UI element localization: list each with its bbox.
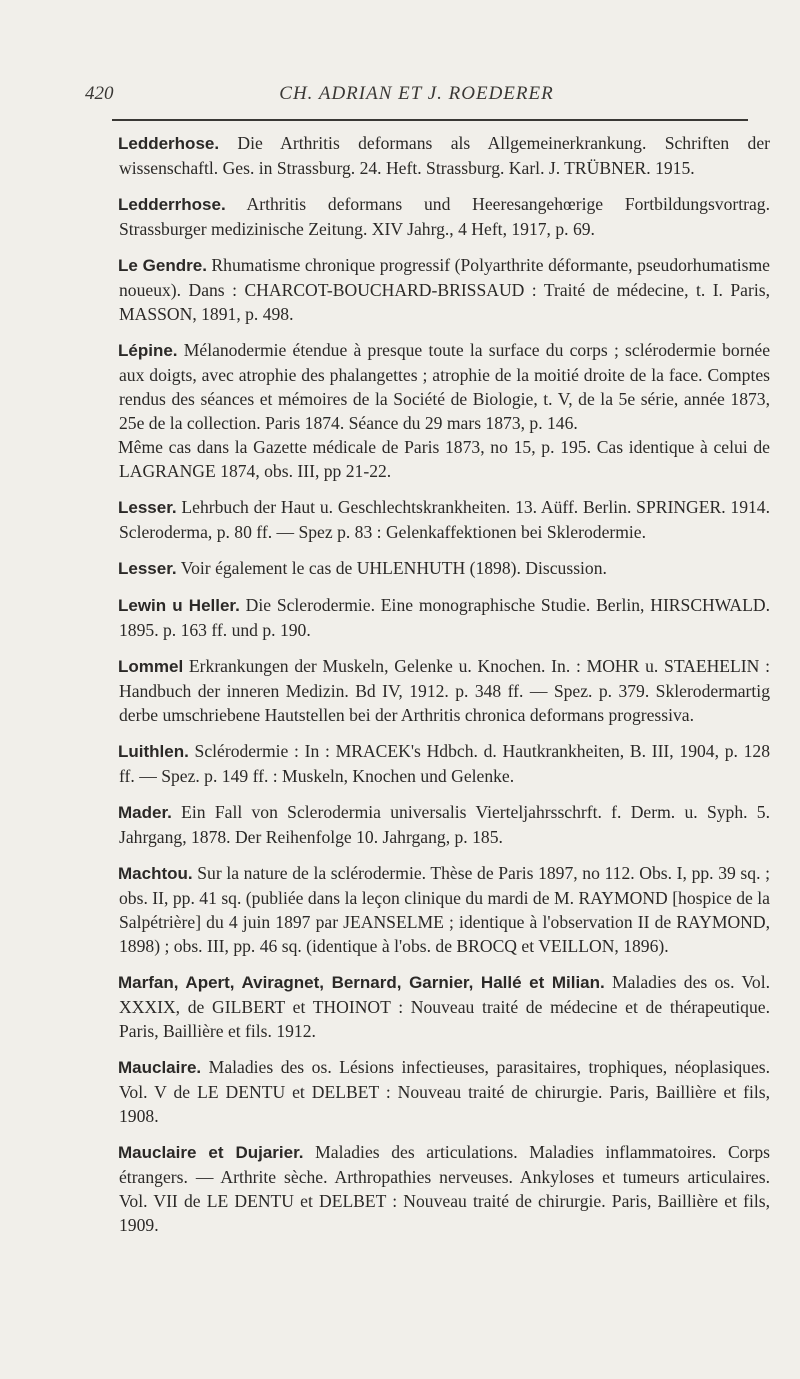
entry-text: Sclérodermie : In : MRACEK's Hdbch. d. Hautkrankheiten, B. III, 1904, p. 128 ff. — Spez. p. 149 ff. : Muskeln, Knochen und Gelenke. (119, 741, 770, 786)
bibliography-entry (119, 495, 770, 544)
entry-author: Lewin u Heller. (118, 596, 240, 615)
bibliography-entry (119, 593, 770, 642)
entry-author: Lommel (118, 657, 184, 676)
entry-author: Machtou. (118, 864, 193, 883)
bibliography-entry (119, 1055, 770, 1128)
entry-text: Maladies des os. Vol. XXXIX, de GILBERT et THOINOT : Nouveau traité de médecine et de thérapeutique. Paris, Baillière et fils. 1912. (119, 972, 770, 1041)
bibliography-entry (119, 970, 770, 1043)
entry-text: Arthritis deformans und Heeresangehœrige Fortbildungsvortrag. Strassburger medizinische Zeitung. XIV Jahrg., 4 Heft, 1917, p. 69. (119, 194, 770, 239)
entry-author: Mauclaire et Dujarier. (118, 1143, 304, 1162)
entry-text: Ein Fall von Sclerodermia universalis Vierteljahrsschrft. f. Derm. u. Syph. 5. Jahrgang, 1878. Der Reihenfolge 10. Jahrgang, p. 185. (119, 802, 770, 847)
running-head: CH. ADRIAN ET J. ROEDERER (279, 83, 554, 104)
entry-author: Luithlen. (118, 742, 189, 761)
entry-additional-note: Même cas dans la Gazette médicale de Paris 1873, no 15, p. 195. Cas identique à celui de LAGRANGE 1874, obs. III, pp 21-22. (118, 437, 770, 481)
bibliography-entry (119, 654, 770, 727)
entry-text: Die Arthritis deformans als Allgemeinerkrankung. Schriften der wissenschaftl. Ges. in Strassburg. 24. Heft. Strassburg. Karl. J. TRÜBNER. 1915. (119, 133, 770, 178)
bibliography-entry (119, 861, 770, 958)
entry-text: Maladies des articulations. Maladies inflammatoires. Corps étrangers. — Arthrite sèche. Arthropathies nerveuses. Ankyloses et tumeurs articulaires. Vol. VII de LE DENTU et DELBET : Nouveau traité de chirurgie. Paris, Baillière et fils, 1909. (119, 1142, 770, 1235)
bibliography-entry (119, 556, 770, 581)
entry-author: Mauclaire. (118, 1058, 202, 1077)
bibliography-entry (119, 800, 770, 849)
entry-text: Rhumatisme chronique progressif (Polyarthrite déformante, pseudorhumatisme noueux). Dans : CHARCOT-BOUCHARD-BRISSAUD : Traité de médecine, t. I. Paris, MASSON, 1891, p. 498. (119, 255, 770, 324)
bibliography-list (119, 131, 770, 1249)
bibliography-entry (119, 338, 770, 483)
entry-author: Mader. (118, 803, 172, 822)
entry-text: Maladies des os. Lésions infectieuses, parasitaires, trophiques, néoplasiques. Vol. V de LE DENTU et DELBET : Nouveau traité de chirurgie. Paris, Baillière et fils, 1908. (119, 1057, 770, 1126)
bibliography-entry (119, 131, 770, 180)
entry-text: Voir également le cas de UHLENHUTH (1898). Discussion. (176, 558, 607, 578)
entry-text: Mélanodermie étendue à presque toute la surface du corps ; sclérodermie bornée aux doigts, avec atrophie des phalangettes ; atrophie de la moitié droite de la face. Comptes rendus des séances et mémoires de la Société de Biologie, t. V, de la 5e série, année 1873, 25e de la collection. Paris 1874. Séance du 29 mars 1873, p. 146. (119, 340, 770, 433)
entry-text: Sur la nature de la sclérodermie. Thèse de Paris 1897, no 112. Obs. I, pp. 39 sq. ; obs. II, pp. 41 sq. (publiée dans la leçon clinique du mardi de M. RAYMOND [hospice de la Salpétrière] du 4 juin 1897 par JEANSELME ; identique à l'observation II de RAYMOND, 1898) ; obs. III, pp. 46 sq. (identique à l'obs. de BROCQ et VEILLON, 1896). (119, 863, 770, 956)
bibliography-entry (119, 739, 770, 788)
entry-author: Lesser. (118, 498, 177, 517)
entry-author: Lesser. (118, 559, 177, 578)
page-number: 420 (85, 83, 114, 104)
entry-author: Marfan, Apert, Aviragnet, Bernard, Garnier, Hallé et Milian. (118, 973, 605, 992)
entry-author: Lépine. (118, 341, 178, 360)
bibliography-entry (119, 253, 770, 326)
entry-author: Ledderhose. (118, 134, 220, 153)
bibliography-entry (119, 192, 770, 241)
entry-author: Ledderrhose. (118, 195, 226, 214)
bibliography-entry (119, 1140, 770, 1237)
entry-text: Die Sclerodermie. Eine monographische Studie. Berlin, HIRSCHWALD. 1895. p. 163 ff. und p. 190. (119, 595, 770, 640)
page-header (85, 83, 748, 113)
header-rule (112, 119, 748, 121)
entry-author: Le Gendre. (118, 256, 207, 275)
entry-text: Erkrankungen der Muskeln, Gelenke u. Knochen. In. : MOHR u. STAEHELIN : Handbuch der inneren Medizin. Bd IV, 1912. p. 348 ff. — Spez. p. 379. Sklerodermartig derbe umschriebene Hautstellen bei der Arthritis chronica deformans progressiva. (119, 656, 770, 725)
entry-text: Lehrbuch der Haut u. Geschlechtskrankheiten. 13. Aüff. Berlin. SPRINGER. 1914. Scleroderma, p. 80 ff. — Spez p. 83 : Gelenkaffektionen bei Sklerodermie. (119, 497, 770, 542)
